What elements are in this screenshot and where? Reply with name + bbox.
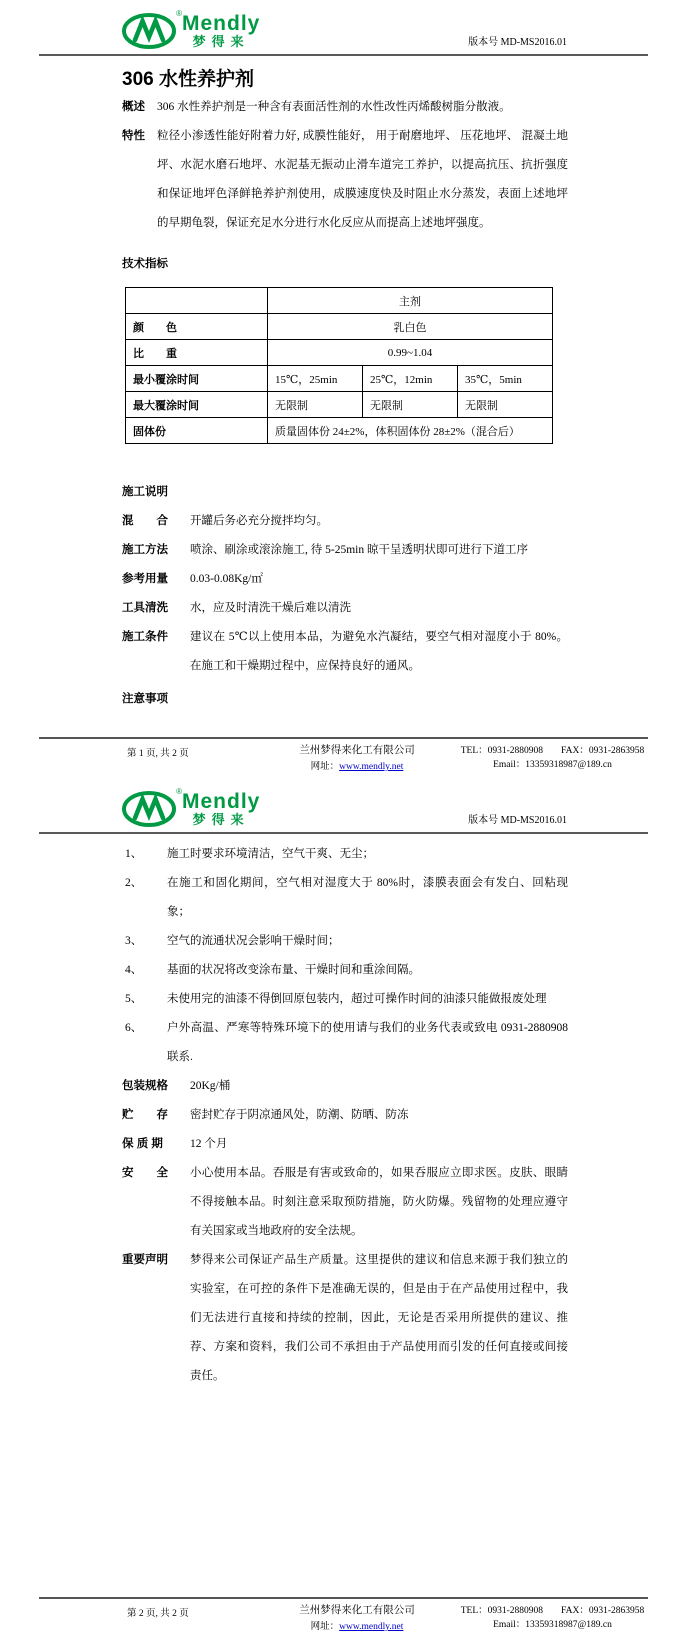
spec-label-density: 比 重 [126, 340, 268, 366]
page2-header [122, 778, 567, 828]
registered-trademark-icon: ® [176, 9, 182, 18]
reference-dosage-row [122, 565, 568, 594]
note-text: 空气的流通状况会影响干燥时间； [167, 935, 340, 947]
brand-name: Mendly [182, 789, 261, 813]
email-line: Email：13359318987@189.cn [493, 760, 612, 770]
features-row [122, 122, 568, 238]
note-number: 3、 [125, 935, 143, 947]
tool-cleaning-text: 水，应及时清洗干燥后难以清洗 [190, 602, 351, 614]
spec-label-color: 颜 色 [126, 314, 268, 340]
safety-label: 安 全 [122, 1167, 168, 1179]
mendly-logo-icon [122, 9, 182, 50]
brand-name-cn: 梦得来 [192, 811, 250, 827]
note-item-4 [125, 956, 568, 985]
version-label: 版本号 MD-MS2016.01 [468, 815, 567, 826]
company-name: 兰州梦得来化工有限公司 [299, 1605, 415, 1616]
website-link[interactable]: www.mendly.net [339, 1622, 404, 1632]
note-text: 户外高温、严寒等特殊环境下的使用请与我们的业务代表或致电 0931-2880908 联系. [167, 1022, 568, 1063]
brand-name-cn: 梦得来 [192, 33, 250, 49]
note-text: 施工时要求环境清洁，空气干爽、无尘； [167, 848, 374, 860]
page1-page-number: 第 1 页, 共 2 页 [127, 749, 189, 759]
brand-name: Mendly [182, 11, 261, 35]
registered-trademark-icon: ® [176, 787, 182, 796]
note-number: 4、 [125, 964, 143, 976]
spec-label-max-recoat: 最大覆涂时间 [126, 392, 268, 418]
mixing-label: 混 合 [122, 515, 168, 527]
note-number: 6、 [125, 1022, 143, 1034]
page2-page-number: 第 2 页, 共 2 页 [127, 1609, 189, 1619]
disclaimer-row [122, 1246, 568, 1391]
spec-value-color: 乳白色 [268, 314, 553, 340]
notes-list [0, 840, 687, 1072]
spec-value-density: 0.99~1.04 [268, 340, 553, 366]
version-label: 版本号 MD-MS2016.01 [468, 37, 567, 48]
fax-label: FAX：0931-2863958 [561, 746, 645, 756]
features-text: 粒径小渗透性能好附着力好, 成膜性能好， 用于耐磨地坪、 压花地坪、 混凝土地坪、水泥水磨石地坪、水泥基无振动止滑车道完工养护，以提高抗压、抗折强度和保证地坪色泽鲜艳养护剂使用，成膜速度快及时阻止水分蒸发，表面上述地坪的早期龟裂，保证充足水分进行水化反应从而提高上述地坪强度。 [157, 130, 568, 229]
spec-row-min-recoat [126, 366, 553, 392]
spec-label-solids: 固体份 [126, 418, 268, 444]
construction-conditions-label: 施工条件 [122, 631, 168, 643]
spec-row-header [126, 288, 553, 314]
datasheet-page-1 [0, 0, 687, 778]
page1-footer [39, 737, 648, 772]
page2-footer [39, 1597, 648, 1632]
mendly-logo [122, 9, 261, 50]
safety-text: 小心使用本品。吞服是有害或致命的，如果吞服应立即求医。皮肤、眼睛不得接触本品。时刻注意采取预防措施，防火防爆。残留物的处理应遵守有关国家或当地政府的安全法规。 [190, 1167, 568, 1237]
website-label: 网址： [310, 1622, 340, 1632]
note-text: 基面的状况将改变涂布量、干燥时间和重涂间隔。 [167, 964, 420, 976]
spec-max-recoat-15c: 无限制 [268, 392, 363, 418]
storage-row [122, 1101, 568, 1130]
spec-max-recoat-25c: 无限制 [363, 392, 458, 418]
packaging-row [122, 1072, 568, 1101]
tool-cleaning-label: 工具清洗 [122, 602, 168, 614]
disclaimer-label: 重要声明 [122, 1254, 168, 1266]
website-label: 网址： [310, 762, 340, 772]
application-method-row [122, 536, 568, 565]
reference-dosage-label: 参考用量 [122, 573, 168, 585]
reference-dosage-text: 0.03-0.08Kg/㎡ [190, 573, 263, 585]
overview-row [122, 93, 568, 122]
spec-cell-empty [126, 288, 268, 314]
note-text: 未使用完的油漆不得倒回原包装内，超过可操作时间的油漆只能做报废处理 [167, 993, 547, 1005]
note-item-6 [125, 1014, 568, 1072]
shelf-life-label: 保 质 期 [122, 1138, 163, 1150]
shelf-life-row [122, 1130, 568, 1159]
note-text: 在施工和固化期间，空气相对湿度大于 80%时，漆膜表面会有发白、回粘现象； [167, 877, 568, 918]
email-line: Email：13359318987@189.cn [493, 1620, 612, 1630]
mendly-logo [122, 787, 261, 828]
features-label: 特性 [122, 130, 145, 142]
spec-row-max-recoat [126, 392, 553, 418]
spec-row-density [126, 340, 553, 366]
disclaimer-text: 梦得来公司保证产品生产质量。这里提供的建议和信息来源于我们独立的实验室，在可控的条件下是准确无误的，但是由于在产品使用过程中，我们无法进行直接和持续的控制，因此，无论是否采用所提供的建议、推荐、方案和资料，我们公司不承担由于产品使用而引发的任何直接或间接责任。 [190, 1254, 568, 1382]
footer-contact-block [457, 1602, 648, 1630]
brand-text [182, 789, 261, 827]
spec-max-recoat-35c: 无限制 [458, 392, 553, 418]
note-number: 5、 [125, 993, 143, 1005]
note-number: 1、 [125, 848, 143, 860]
tel-label: TEL：0931-2880908 [460, 746, 544, 756]
spec-label-min-recoat: 最小覆涂时间 [126, 366, 268, 392]
footer-contact-block [457, 742, 648, 770]
spec-row-solids [126, 418, 553, 444]
tel-fax-line [457, 742, 648, 756]
note-number: 2、 [125, 877, 143, 889]
packaging-label: 包装规格 [122, 1080, 168, 1092]
website-line [257, 758, 457, 772]
application-method-label: 施工方法 [122, 544, 168, 556]
packaging-text: 20Kg/桶 [190, 1080, 231, 1092]
tel-fax-line [457, 1602, 648, 1616]
mendly-logo-icon [122, 787, 182, 828]
spec-min-recoat-15c: 15℃，25min [268, 366, 363, 392]
tel-label: TEL：0931-2880908 [460, 1606, 544, 1616]
construction-conditions-text: 建议在 5℃以上使用本品，为避免水汽凝结，要空气相对湿度小于 80%。在施工和干燥期过程中，应保持良好的通风。 [190, 631, 568, 672]
note-item-1 [125, 840, 568, 869]
note-item-5 [125, 985, 568, 1014]
datasheet-page-2 [0, 778, 687, 1638]
tech-indicators-heading: 技术指标 [122, 258, 168, 270]
spec-value-solids: 质量固体份 24±2%，体积固体份 28±2%（混合后） [268, 418, 553, 444]
spec-row-color [126, 314, 553, 340]
company-name: 兰州梦得来化工有限公司 [299, 745, 415, 756]
spec-min-recoat-35c: 35℃，5min [458, 366, 553, 392]
application-method-text: 喷涂、刷涂或滚涂施工, 待 5-25min 晾干呈透明状即可进行下道工序 [190, 544, 528, 556]
safety-row [122, 1159, 568, 1246]
fax-label: FAX：0931-2863958 [561, 1606, 645, 1616]
footer-company-block [257, 742, 457, 772]
overview-text: 306 水性养护剂是一种含有表面活性剂的水性改性丙烯酸树脂分散液。 [157, 101, 511, 113]
shelf-life-text: 12 个月 [190, 1138, 228, 1150]
header-divider [39, 54, 648, 56]
notes-heading: 注意事项 [122, 693, 168, 705]
header-divider [39, 832, 648, 834]
overview-label: 概述 [122, 101, 145, 113]
tool-cleaning-row [122, 594, 568, 623]
page1-header [122, 0, 567, 50]
spec-min-recoat-25c: 25℃，12min [363, 366, 458, 392]
note-item-2 [125, 869, 568, 927]
website-line [257, 1618, 457, 1632]
spec-table [125, 287, 553, 444]
mixing-text: 开罐后务必充分搅拌均匀。 [190, 515, 328, 527]
footer-company-block [257, 1602, 457, 1632]
mixing-row [122, 507, 568, 536]
website-link[interactable]: www.mendly.net [339, 762, 404, 772]
construction-heading: 施工说明 [122, 486, 168, 498]
note-item-3 [125, 927, 568, 956]
storage-text: 密封贮存于阴凉通风处，防潮、防晒、防冻 [190, 1109, 409, 1121]
page-title: 306 水性养护剂 [122, 69, 254, 90]
brand-text [182, 11, 261, 49]
spec-cell-main-agent: 主剂 [268, 288, 553, 314]
storage-label: 贮 存 [122, 1109, 168, 1121]
construction-conditions-row [122, 623, 568, 681]
